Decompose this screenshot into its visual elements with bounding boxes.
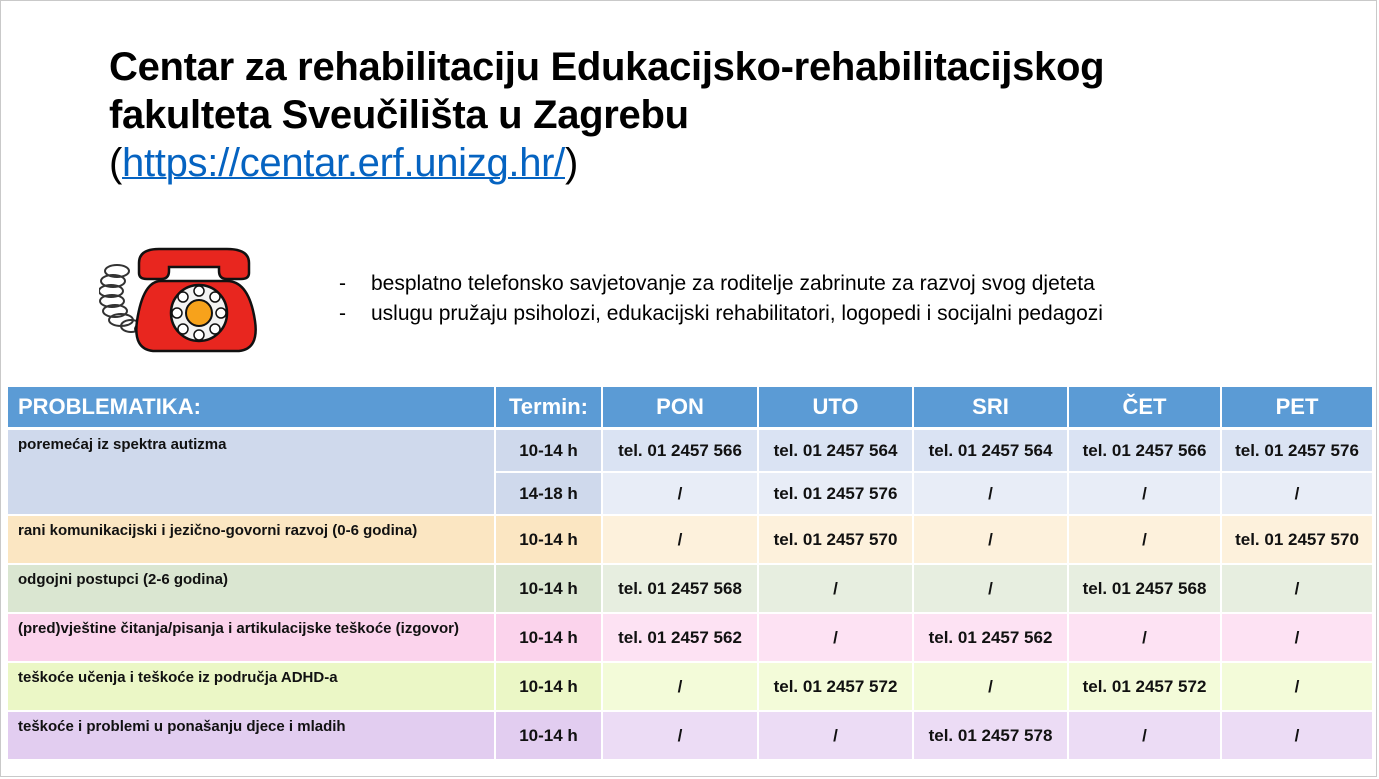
problem-cell: teškoće i problemi u ponašanju djece i mladih bbox=[8, 712, 496, 761]
phone-cell: / bbox=[1222, 473, 1374, 516]
phone-cell: / bbox=[603, 473, 759, 516]
phone-cell: / bbox=[1069, 473, 1222, 516]
table-row bbox=[8, 712, 1374, 761]
phone-cell: / bbox=[1069, 614, 1222, 663]
phone-cell: / bbox=[1069, 712, 1222, 761]
service-info-list bbox=[339, 269, 1103, 329]
bullet-text: besplatno telefonsko savjetovanje za roditelje zabrinute za razvoj svog djeteta bbox=[371, 272, 1095, 295]
header-termin: Termin: bbox=[496, 387, 603, 430]
phone-cell: / bbox=[1222, 565, 1374, 614]
phone-cell: tel. 01 2457 566 bbox=[1069, 430, 1222, 473]
term-cell: 10-14 h bbox=[496, 663, 603, 712]
phone-cell: / bbox=[914, 663, 1069, 712]
problem-cell: poremećaj iz spektra autizma bbox=[8, 430, 496, 516]
header-pon: PON bbox=[603, 387, 759, 430]
phone-cell: / bbox=[1222, 712, 1374, 761]
title-line-2: fakulteta Sveučilišta u Zagrebu bbox=[109, 93, 689, 137]
phone-cell: / bbox=[603, 712, 759, 761]
phone-cell: / bbox=[914, 565, 1069, 614]
phone-cell: tel. 01 2457 576 bbox=[759, 473, 914, 516]
schedule-table bbox=[8, 387, 1374, 761]
title-url-line bbox=[109, 139, 1309, 187]
table-row bbox=[8, 663, 1374, 712]
title-line-1: Centar za rehabilitaciju Edukacijsko-rehabilitacijskog bbox=[109, 45, 1105, 89]
header-sri: SRI bbox=[914, 387, 1069, 430]
problem-cell: odgojni postupci (2-6 godina) bbox=[8, 565, 496, 614]
header-uto: UTO bbox=[759, 387, 914, 430]
phone-cell: / bbox=[1069, 516, 1222, 565]
table-row bbox=[8, 565, 1374, 614]
phone-cell: tel. 01 2457 564 bbox=[914, 430, 1069, 473]
phone-cell: tel. 01 2457 572 bbox=[1069, 663, 1222, 712]
phone-cell: / bbox=[914, 473, 1069, 516]
phone-cell: / bbox=[759, 614, 914, 663]
term-cell: 10-14 h bbox=[496, 712, 603, 761]
phone-cell: tel. 01 2457 576 bbox=[1222, 430, 1374, 473]
term-cell: 10-14 h bbox=[496, 516, 603, 565]
table-row bbox=[8, 614, 1374, 663]
phone-cell: / bbox=[603, 516, 759, 565]
list-item bbox=[339, 269, 1103, 299]
phone-cell: / bbox=[603, 663, 759, 712]
phone-cell: tel. 01 2457 578 bbox=[914, 712, 1069, 761]
header-pet: PET bbox=[1222, 387, 1374, 430]
table-row bbox=[8, 430, 1374, 473]
paren-close: ) bbox=[564, 141, 579, 185]
term-cell: 10-14 h bbox=[496, 565, 603, 614]
problem-cell: teškoće učenja i teškoće iz područja ADHD-a bbox=[8, 663, 496, 712]
bullet-dash: - bbox=[339, 302, 346, 325]
table-row bbox=[8, 516, 1374, 565]
phone-cell: / bbox=[1222, 614, 1374, 663]
telephone-icon bbox=[99, 241, 269, 356]
phone-cell: tel. 01 2457 564 bbox=[759, 430, 914, 473]
header-problematika: PROBLEMATIKA: bbox=[8, 387, 496, 430]
phone-cell: / bbox=[914, 516, 1069, 565]
bullet-dash: - bbox=[339, 272, 346, 295]
phone-cell: / bbox=[759, 712, 914, 761]
term-cell: 14-18 h bbox=[496, 473, 603, 516]
paren-open: ( bbox=[109, 141, 123, 185]
problem-cell: rani komunikacijski i jezično-govorni razvoj (0-6 godina) bbox=[8, 516, 496, 565]
phone-cell: tel. 01 2457 568 bbox=[603, 565, 759, 614]
phone-cell: tel. 01 2457 572 bbox=[759, 663, 914, 712]
phone-cell: tel. 01 2457 568 bbox=[1069, 565, 1222, 614]
term-cell: 10-14 h bbox=[496, 614, 603, 663]
phone-cell: tel. 01 2457 562 bbox=[603, 614, 759, 663]
phone-cell: tel. 01 2457 570 bbox=[1222, 516, 1374, 565]
phone-cell: tel. 01 2457 566 bbox=[603, 430, 759, 473]
bullet-text: uslugu pružaju psiholozi, edukacijski rehabilitatori, logopedi i socijalni pedagozi bbox=[371, 302, 1103, 325]
term-cell: 10-14 h bbox=[496, 430, 603, 473]
phone-cell: / bbox=[759, 565, 914, 614]
problem-cell: (pred)vještine čitanja/pisanja i artikulacijske teškoće (izgovor) bbox=[8, 614, 496, 663]
table-header-row bbox=[8, 387, 1374, 430]
phone-cell: tel. 01 2457 562 bbox=[914, 614, 1069, 663]
list-item bbox=[339, 299, 1103, 329]
phone-cell: / bbox=[1222, 663, 1374, 712]
phone-cell: tel. 01 2457 570 bbox=[759, 516, 914, 565]
header-cet: ČET bbox=[1069, 387, 1222, 430]
page-title bbox=[109, 43, 1309, 187]
website-link[interactable]: https://centar.erf.unizg.hr/ bbox=[122, 141, 565, 185]
